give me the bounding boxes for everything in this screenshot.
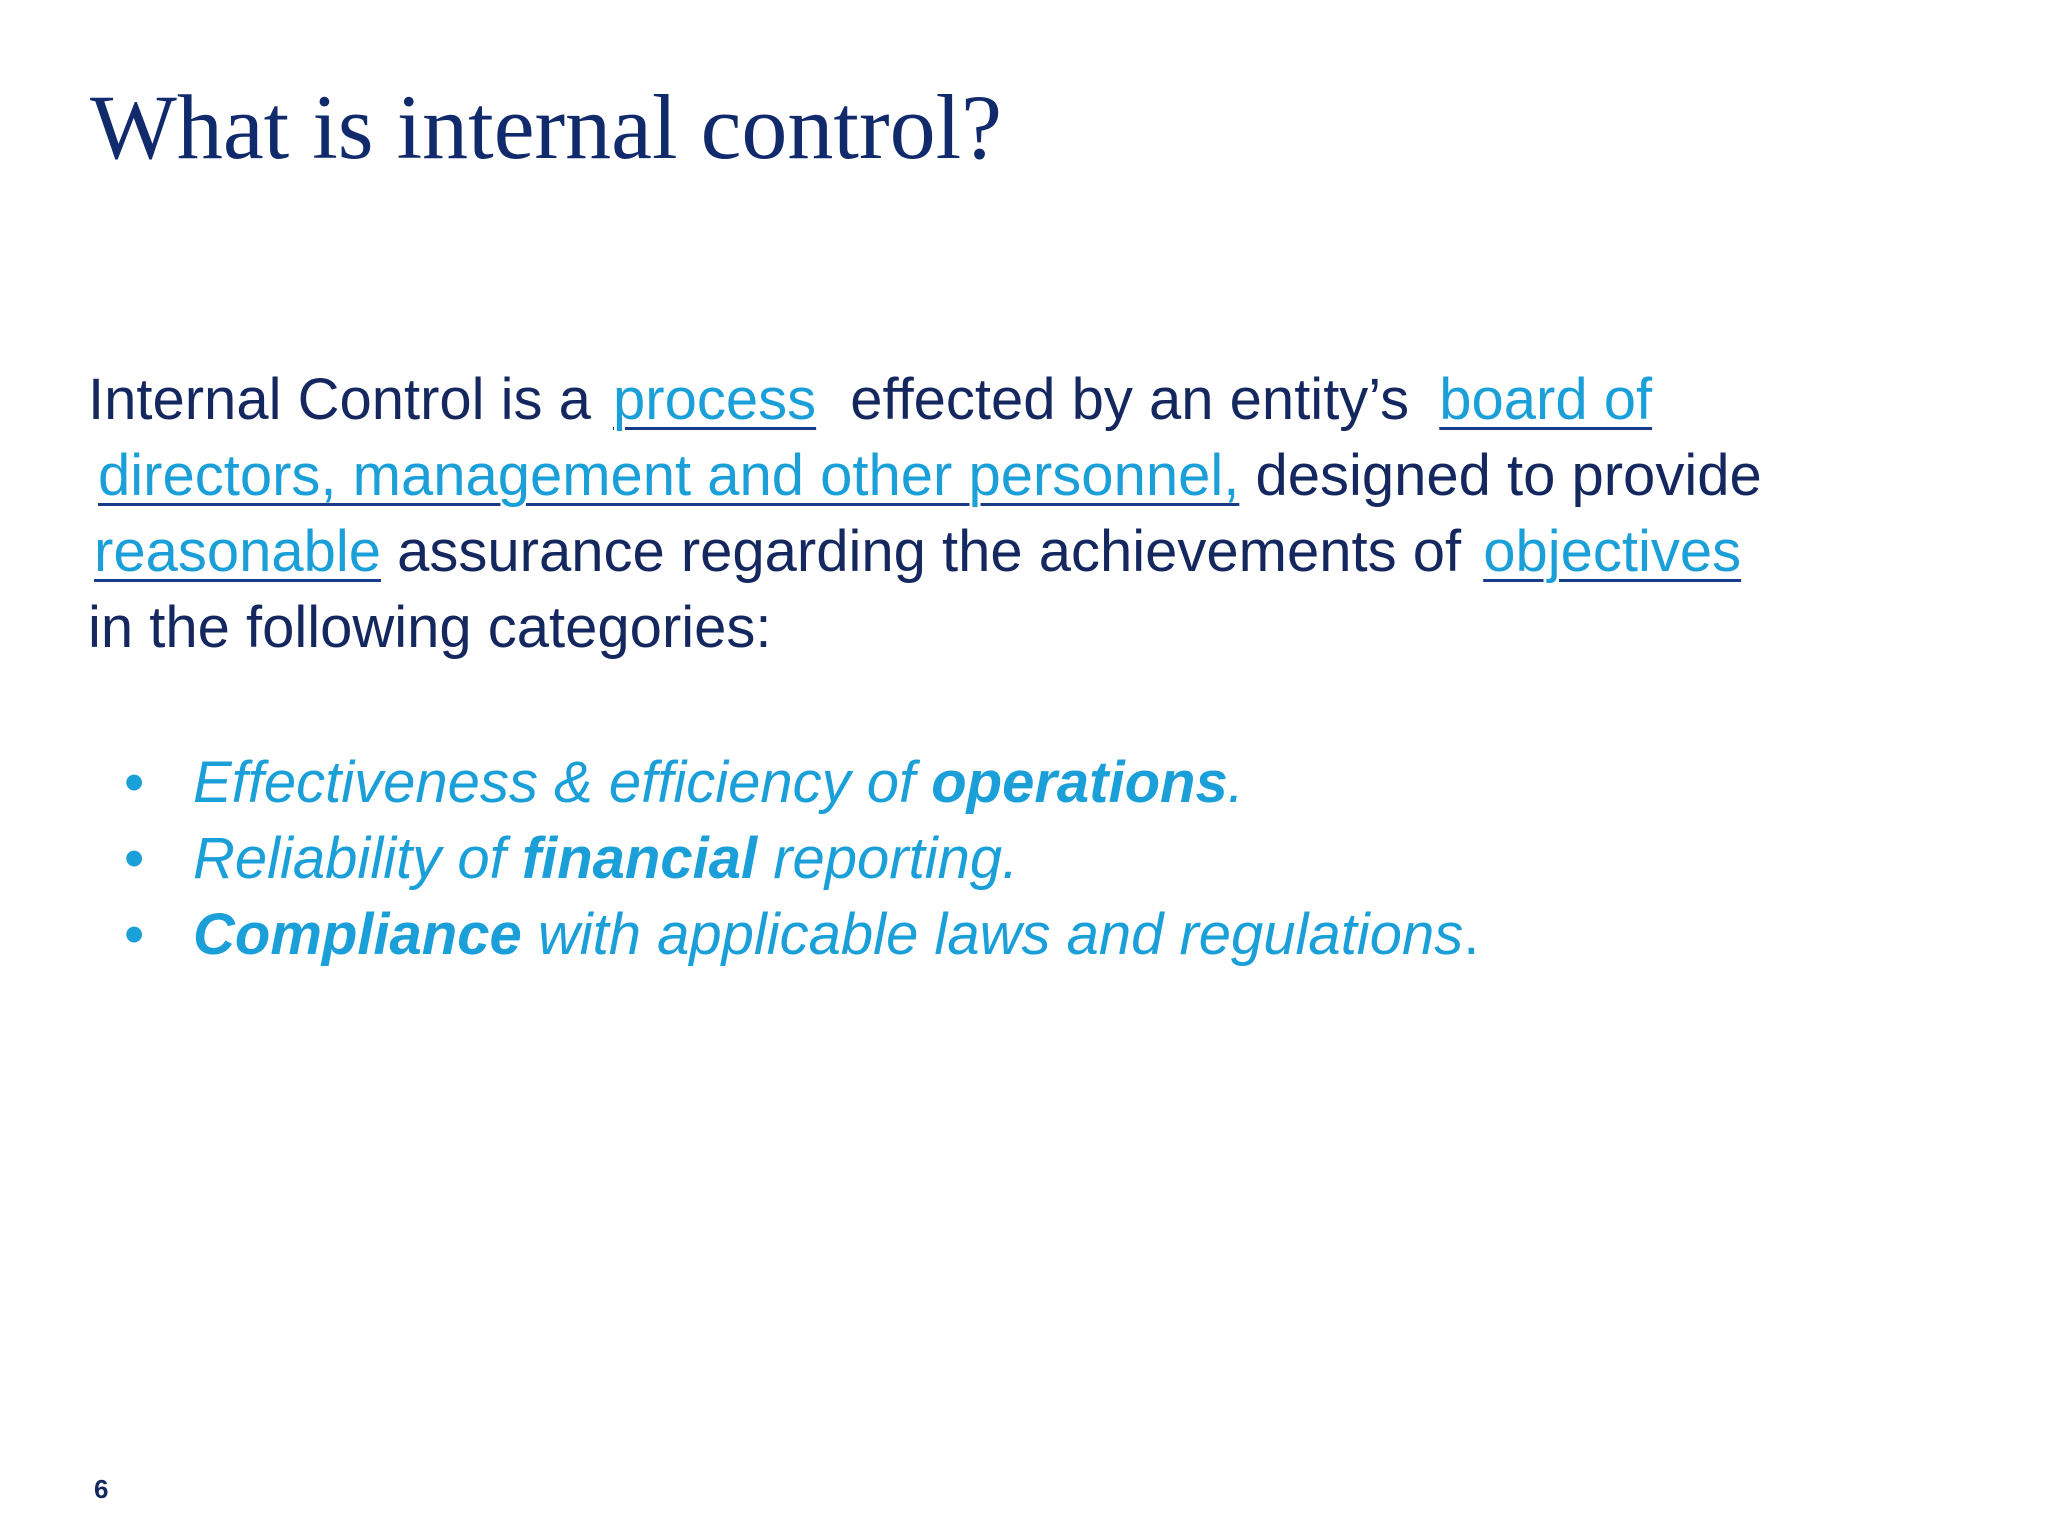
- definition-line-4: [88, 590, 772, 666]
- definition-text: designed to provide: [1239, 443, 1762, 508]
- blank-reasonable: reasonable: [94, 519, 381, 584]
- category-list: [120, 745, 1479, 973]
- page-number: 6: [94, 1474, 109, 1504]
- definition-line-1: [88, 362, 1652, 438]
- blank-directors: directors, management and other personnel,: [98, 443, 1240, 508]
- definition-text: in the following categories:: [88, 595, 772, 660]
- definition-text: effected by an entity’s: [834, 367, 1426, 432]
- definition-text: Internal Control is a: [88, 367, 608, 432]
- list-item: • Reliability of financial reporting.: [120, 821, 1479, 897]
- bullet-icon: •: [124, 826, 145, 891]
- bullet-icon: •: [124, 902, 145, 967]
- blank-board: board of: [1439, 367, 1653, 432]
- definition-text: assurance regarding the achievements of: [381, 519, 1478, 584]
- list-item: • Effectiveness & efficiency of operations.: [120, 745, 1479, 821]
- bullet-icon: •: [124, 750, 145, 815]
- blank-process: process: [613, 367, 817, 432]
- definition-line-2: [88, 438, 1762, 514]
- definition-line-3: [88, 514, 1747, 590]
- list-item: • Compliance with applicable laws and regulations.: [120, 897, 1479, 973]
- blank-objectives: objectives: [1483, 519, 1742, 584]
- slide-title: What is internal control?: [90, 76, 1003, 178]
